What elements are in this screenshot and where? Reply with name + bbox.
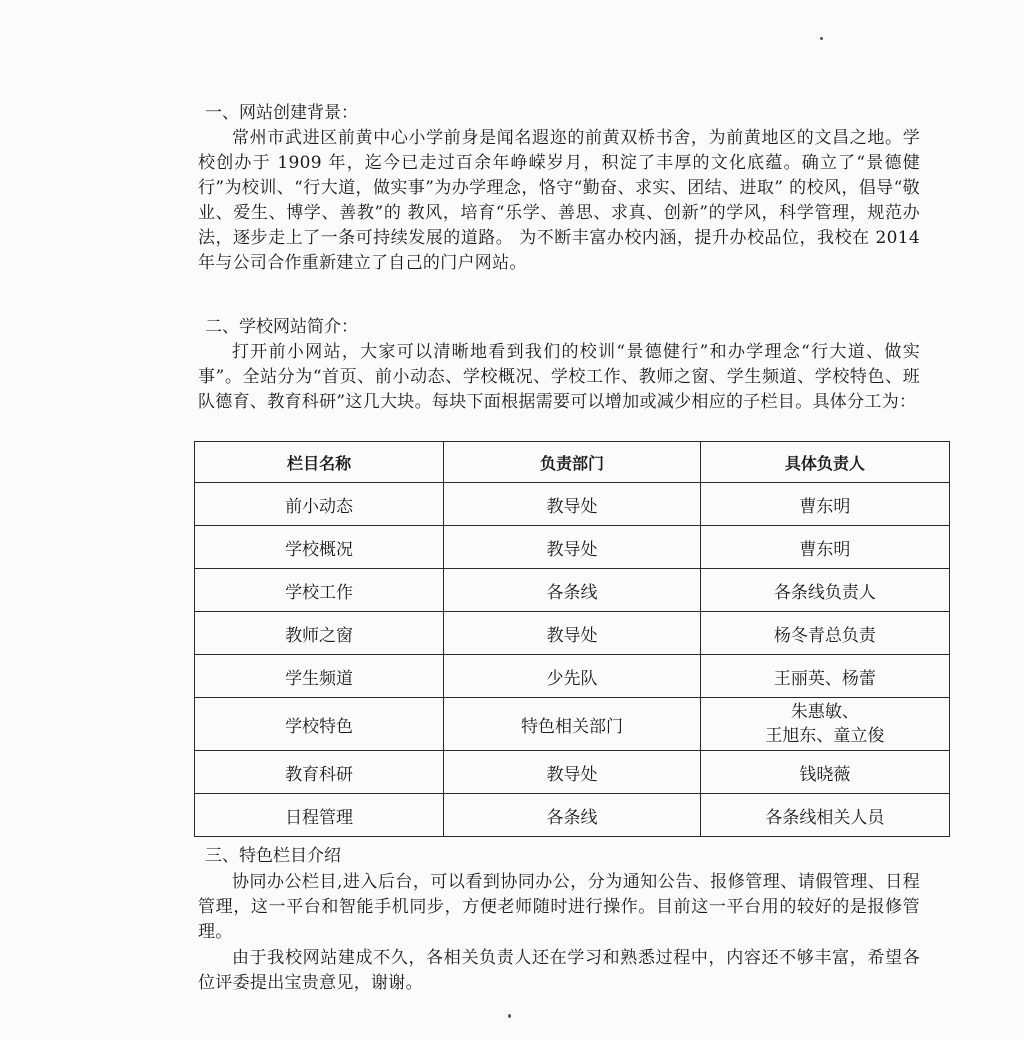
cell-column-name: 教师之窗 [195, 612, 444, 655]
section3-paragraph-2: 由于我校网站建成不久，各相关负责人还在学习和熟悉过程中，内容还不够丰富，希望各位评委提出宝贵意见，谢谢。 [198, 948, 920, 993]
cell-department: 教导处 [444, 612, 701, 655]
section3-heading: 三、特色栏目介绍 [205, 846, 341, 866]
cell-department: 各条线 [444, 794, 701, 837]
cell-person [700, 698, 949, 751]
cell-person: 曹东明 [700, 483, 949, 526]
table-row [195, 483, 950, 526]
cell-person: 钱晓薇 [700, 751, 949, 794]
cell-person-line: 朱惠敏、 [790, 702, 859, 722]
column-header-person: 具体负责人 [700, 442, 949, 483]
table-row [195, 612, 950, 655]
table-row [195, 526, 950, 569]
cell-person: 杨冬青总负责 [700, 612, 949, 655]
cell-department: 教导处 [444, 483, 701, 526]
cell-column-name: 学生频道 [195, 655, 444, 698]
cell-person: 各条线相关人员 [700, 794, 949, 837]
column-header-name: 栏目名称 [195, 442, 444, 483]
table-row [195, 698, 950, 751]
cell-department: 教导处 [444, 751, 701, 794]
assignment-table [194, 441, 950, 837]
section3-paragraph-1: 协同办公栏目,进入后台，可以看到协同办公，分为通知公告、报修管理、请假管理、日程管理，这一平台和智能手机同步，方便老师随时进行操作。目前这一平台用的较好的是报修管理。 [198, 872, 920, 942]
section1-heading: 一、网站创建背景： [205, 103, 358, 123]
cell-person: 王丽英、杨蕾 [700, 655, 949, 698]
scan-speck [820, 37, 823, 40]
cell-person: 曹东明 [700, 526, 949, 569]
scan-speck [508, 1014, 511, 1018]
table-row [195, 569, 950, 612]
cell-column-name: 日程管理 [195, 794, 444, 837]
cell-department: 特色相关部门 [444, 698, 701, 751]
cell-column-name: 教育科研 [195, 751, 444, 794]
cell-person: 各条线负责人 [700, 569, 949, 612]
cell-person-line: 王旭东、童立俊 [765, 726, 885, 746]
table-row [195, 655, 950, 698]
cell-column-name: 学校特色 [195, 698, 444, 751]
section2-paragraph: 打开前小网站，大家可以清晰地看到我们的校训“景德健行”和办学理念“行大道、做实事”。全站分为“首页、前小动态、学校概况、学校工作、教师之窗、学生频道、学校特色、班队德育、教育科研”这几大块。每块下面根据需要可以增加或减少相应的子栏目。具体分工为： [198, 342, 920, 412]
table-row [195, 751, 950, 794]
table-header-row [195, 442, 950, 483]
cell-department: 教导处 [444, 526, 701, 569]
section2-heading: 二、学校网站简介： [205, 317, 358, 337]
cell-column-name: 学校工作 [195, 569, 444, 612]
section1-paragraph: 常州市武进区前黄中心小学前身是闻名遐迩的前黄双桥书舍，为前黄地区的文昌之地。学校创办于 1909 年，迄今已走过百余年峥嵘岁月，积淀了丰厚的文化底蕴。确立了“景德健行”为校训、“行大道，做实事”为办学理念，恪守“勤奋、求实、团结、进取” 的校风，倡导“敬业、爱生、博学、善教”的 教风，培育“乐学、善思、求真、创新”的学风，科学管理，规范办法，逐步走上了一条可持续发展的道路。 为不断丰富办校内涵，提升办校品位，我校在 2014 年与公司合作重新建立了自己的门户网站。 [198, 128, 920, 273]
cell-department: 少先队 [444, 655, 701, 698]
table-row [195, 794, 950, 837]
cell-column-name: 前小动态 [195, 483, 444, 526]
column-header-department: 负责部门 [444, 442, 701, 483]
cell-column-name: 学校概况 [195, 526, 444, 569]
cell-department: 各条线 [444, 569, 701, 612]
